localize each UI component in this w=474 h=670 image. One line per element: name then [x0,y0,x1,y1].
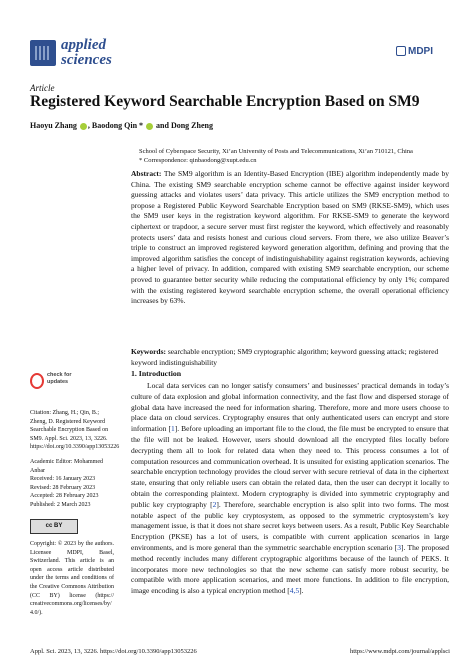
section-heading: 1. Introduction [131,369,182,378]
body-text: ]. The proposed method recently includes many different cryptographic algorithms because of the launch of PEKS. It incorporates more new technologies so that the new scheme can satisfy more robust security, be compatible with more application scenarios, and meet more functions. In addition to file encryption, image encoding is also a typical encryption method [ [131,542,449,596]
updates-line2: updates [47,378,69,385]
article-type: Article [30,83,55,93]
date-published: Published: 2 March 2023 [30,501,91,508]
orcid-icon[interactable] [146,123,153,130]
body-text: ]. Before uploading an important file to the cloud, the file must be encrypted to ensure that the file will not be leaked. However, users should download all the encrypted files locally before decrypting them all to look for related data when they need to. This process consumes a lot of computation resources and communication overhead. It is unsuited for existing application scenarios. The searchable encryption technology provides the cloud server with secure retrieval of data in the ciphertext state, ensuring that only reliable users can obtain the related data, then the user can decrypt it locally to obtain the corresponding plaintext. Modern cryptography is divided into symmetric cryptography and public key cryptography [ [131,424,449,509]
author-2: Baodong Qin * [91,121,144,130]
publisher-name: MDPI [408,46,433,57]
check-for-updates-icon[interactable] [30,373,44,389]
journal-name [61,38,112,68]
publication-dates [30,475,114,509]
journal-name-line2: sciences [61,52,112,68]
date-received: Received: 16 January 2023 [30,476,96,482]
keywords-label: Keywords: [131,347,166,356]
author-1: Haoyu Zhang [30,121,77,130]
body-text: ]. [299,586,304,596]
correspondence: * Correspondence: qinbaodong@xupt.edu.cn [139,157,257,164]
copyright-notice: Copyright: © 2023 by the authors. Licensee MDPI, Basel, Switzerland. This article is an open access article distributed under the terms and conditions of the Creative Commons Attribution (CC BY) license (https:// creativecommons.org/licenses/by/ 4.0/). [30,541,114,616]
check-for-updates-label[interactable] [47,372,71,385]
abstract-text: The SM9 algorithm is an Identity-Based Encryption (IBE) algorithm independently made by China. The existing SM9 searchable encryption scheme cannot be effective against insider keyword guessing attacks and violates users’ data privacy. This article utilizes the SM9 encryption method to propose a Registered Public Keyword Searchable Encryption based on SM9 (RKSE-SM9), which uses the SM9 user keys in the registration keyword algorithm. For RKSE-SM9 to generate the keyword ciphertext or trapdoor, a secure server must first register the keyword, which effectively and reasonably protects users’ data and resists honest and curious cloud servers. From there, we also utilize Beaver’s triple to construct an improved registered keyword generation algorithm, defining and proving that the improved algorithm satisfies the concept of indistinguishability against registration keywords, achieving a higher level of privacy. In addition, compared with existing SM9 searchable encryption, our scheme proved to guarantee better security while reducing the computational efficiency by only 1%; compared with the existing registered keyword searchable encryption scheme, the overall operational efficiency increases by 63%. [131,169,449,306]
updates-line1: check for [47,372,72,378]
affiliation-block [139,147,413,165]
citation-link[interactable]: 2 [212,499,217,509]
citation-link[interactable]: 4,5 [289,586,300,596]
citation-info: Citation: Zhang, H.; Qin, B.; Zheng, D. Registered Keyword Searchable Encryption Based on SM9. Appl. Sci. 2023, 13, 3226. https://doi.org/10.3390/app13053226 [30,410,120,451]
footer-citation: Appl. Sci. 2023, 13, 3226. https://doi.org/10.3390/app13053226 [30,648,197,655]
citation-link[interactable]: 3 [397,542,401,552]
author-list: Haoyu Zhang , Baodong Qin * and Dong Zheng [30,121,213,130]
abstract-label: Abstract: [131,169,162,178]
author-3: and Dong Zheng [156,121,213,130]
page-title: Registered Keyword Searchable Encryption Based on SM9 [30,93,420,110]
body-text: ]. Therefore, searchable encryption is also split into two forms. The most notable aspect of the public key cryptosystem, as opposed to the symmetric cryptosystem’s key management issue, is that it does not share secret keys between users. As a result, Public Key Searchable Encryption (PKSE) has a lot of users, is compatible with current application scenarios in large environments, and is more general than the symmetric searchable encryption scenario [ [131,499,450,552]
date-accepted: Accepted: 28 February 2023 [30,493,99,500]
journal-url-link[interactable]: https://www.mdpi.com/journal/applsci [350,648,450,655]
introduction-paragraph [131,381,449,597]
academic-editor: Academic Editor: Mohammed Anbar [30,459,103,474]
cc-license-badge[interactable]: cc BY [30,519,78,534]
body-text: Local data services can no longer satisfy consumers’ and businesses’ practical demands in today’s culture of data explosion and global information connectivity, and the fast flow and dispersed storage of global data have increased the need for information sharing. Therefore, more and more users choose to place data on cloud services. Cryptography ensures that only authenticated users can encrypt and store information [ [131,381,449,434]
mdpi-logo-icon [396,46,406,56]
orcid-icon[interactable] [80,123,87,130]
date-revised: Revised: 28 February 2023 [30,484,96,491]
keywords [131,347,449,368]
affiliation: School of Cyberspace Security, Xi’an University of Posts and Telecommunications, Xi’an 710121, China [139,148,413,155]
journal-logo-icon [30,40,56,66]
abstract [131,169,449,307]
citation-link[interactable]: 1 [170,424,175,434]
keywords-text: searchable encryption; SM9 cryptographic algorithm; keyword guessing attack; registered keyword indistinguishability [131,347,439,367]
journal-name-line1: applied [61,37,106,53]
